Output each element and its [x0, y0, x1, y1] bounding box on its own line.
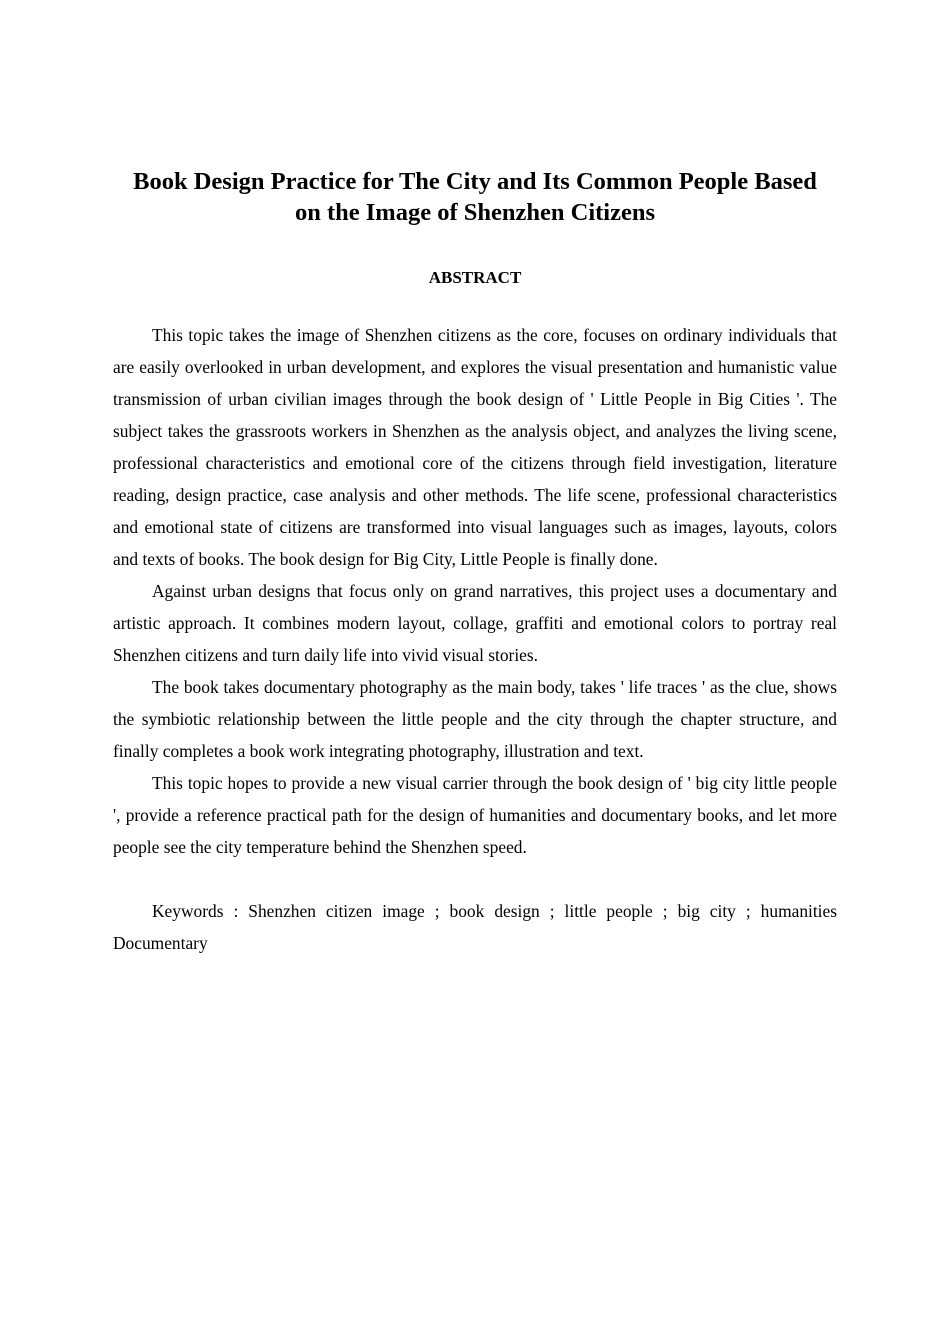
paragraph-spacer: [113, 863, 837, 895]
paper-title-line-2: on the Image of Shenzhen Citizens: [294, 199, 655, 226]
abstract-paragraph-1: This topic takes the image of Shenzhen citizens as the core, focuses on ordinary individuals that are easily overlooked in urban development, and explores the visual presentation and humanistic value transmission of urban civilian images through the book design of ' Little People in Big Cities '. The subject takes the grassroots workers in Shenzhen as the analysis object, and analyzes the living scene, professional characteristics and emotional core of the citizens through field investigation, literature reading, design practice, case analysis and other methods. The life scene, professional characteristics and emotional state of citizens are transformed into visual languages such as images, layouts, colors and texts of books. The book design for Big City, Little People is finally done.: [113, 325, 837, 569]
keywords-line: Keywords : Shenzhen citizen image ; book design ; little people ; big city ; humanities Documentary: [113, 901, 837, 953]
paper-title: [100, 166, 850, 228]
abstract-paragraph-2: Against urban designs that focus only on grand narratives, this project uses a documentary and artistic approach. It combines modern layout, collage, graffiti and emotional colors to portray real Shenzhen citizens and turn daily life into vivid visual stories.: [113, 581, 837, 665]
paper-title-line-1: Book Design Practice for The City and Its Common People Based: [133, 168, 817, 195]
abstract-body: [113, 319, 837, 959]
abstract-heading: ABSTRACT: [428, 268, 522, 287]
abstract-paragraph-3: The book takes documentary photography as the main body, takes ' life traces ' as the clue, shows the symbiotic relationship between the little people and the city through the chapter structure, and finally completes a book work integrating photography, illustration and text.: [113, 677, 837, 761]
abstract-paragraph-4: This topic hopes to provide a new visual carrier through the book design of ' big city little people ', provide a reference practical path for the design of humanities and documentary books, and let more people see the city temperature behind the Shenzhen speed.: [113, 773, 837, 857]
